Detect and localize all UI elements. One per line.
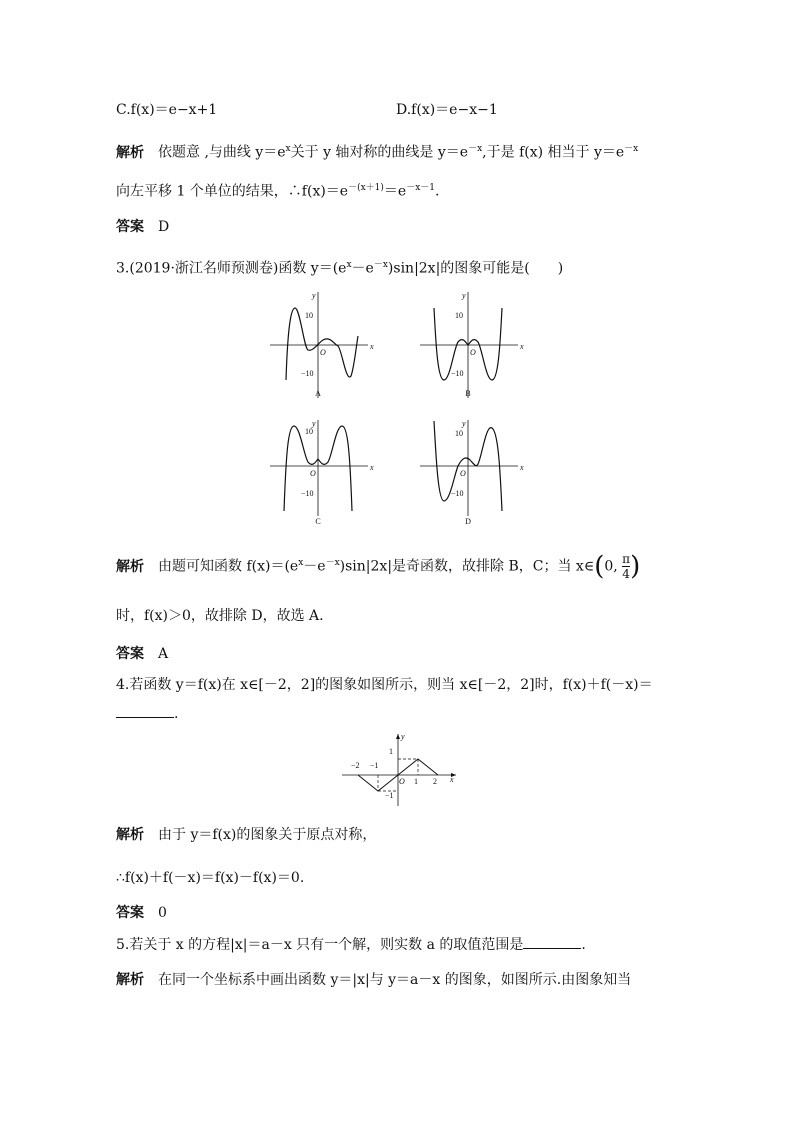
solution-4-line-1 xyxy=(116,825,376,845)
graph-label: A xyxy=(315,389,321,398)
question-3 xyxy=(116,255,563,279)
axis-y-label: y xyxy=(401,732,405,741)
tick-10: 10 xyxy=(305,311,313,320)
question-5 xyxy=(116,934,586,955)
solution-4-line-2: ∴f(x)＋f(－x)＝f(x)－f(x)＝0. xyxy=(116,870,305,886)
graph-d xyxy=(418,416,528,531)
solution-text: 向左平移 1 个单位的结果，∴f(x)＝e xyxy=(116,183,349,200)
graph-label: C xyxy=(315,517,321,526)
sup: －(x＋1) xyxy=(348,183,384,193)
option-c: C.f(x)＝e−x+1 xyxy=(116,102,218,118)
tick-neg1: −1 xyxy=(370,761,379,770)
sup: x xyxy=(298,558,304,568)
solution-text: 关于 y 轴对称的曲线是 y＝e xyxy=(290,144,469,161)
answer-value: 0 xyxy=(158,905,167,921)
solution-label: 解析 xyxy=(116,144,144,161)
solution-2-line-2 xyxy=(116,178,439,202)
solution-text: 由于 y＝f(x)的图象关于原点对称， xyxy=(158,827,377,843)
sup: －x xyxy=(468,144,483,154)
answer-label: 答案 xyxy=(116,646,144,662)
axis-x-label: x xyxy=(520,342,524,351)
sup: x xyxy=(346,260,352,270)
question-text: . xyxy=(581,937,586,953)
axis-x-label: x xyxy=(450,775,454,784)
axis-x-label: x xyxy=(370,463,374,472)
graph-c xyxy=(268,416,378,531)
tick-10: 10 xyxy=(455,311,463,320)
paren-right: ) xyxy=(630,551,641,582)
solution-text: 在同一个坐标系中画出函数 y＝|x|与 y＝a－x 的图象，如图所示.由图象知当 xyxy=(158,972,632,988)
tick-y-1: 1 xyxy=(389,747,393,756)
answer-value: D xyxy=(158,219,170,235)
graph-q4 xyxy=(338,730,462,810)
tick-neg2: −2 xyxy=(351,761,360,770)
question-4-line-1: 4.若函数 y＝f(x)在 x∈[－2，2]的图象如图所示，则当 x∈[－2，2]时，f(x)＋f(－x)＝ xyxy=(116,677,653,693)
paren-left: ( xyxy=(594,551,605,582)
solution-text: 由题可知函数 f(x)＝(e xyxy=(158,558,299,575)
question-4-line-2 xyxy=(116,703,178,724)
question-text: 3.(2019·浙江名师预测卷)函数 y＝(e xyxy=(116,260,347,277)
tick-neg10: −10 xyxy=(301,489,314,498)
axis-y-label: y xyxy=(312,291,316,300)
graph-label: D xyxy=(465,517,471,526)
axis-y-label: y xyxy=(462,291,466,300)
sup: －x－1 xyxy=(406,183,436,193)
sup: －x xyxy=(373,260,388,270)
solution-text: 依题意 ,与曲线 y＝e xyxy=(158,144,286,161)
solution-3-line-2: 时，f(x)＞0，故排除 D，故选 A. xyxy=(116,608,324,624)
tick-2: 2 xyxy=(433,777,437,786)
question-text: )sin|2x|的图象可能是( ) xyxy=(387,260,564,277)
question-text: －e xyxy=(351,260,374,277)
sup: －x xyxy=(624,144,639,154)
question-text: . xyxy=(174,706,179,722)
sup: x xyxy=(285,144,291,154)
solution-label: 解析 xyxy=(116,827,144,843)
solution-text: ＝e xyxy=(383,183,407,200)
solution-label: 解析 xyxy=(116,558,144,575)
answer-label: 答案 xyxy=(116,219,144,235)
axis-x-label: x xyxy=(370,342,374,351)
origin-label: O xyxy=(460,469,466,478)
origin-label: O xyxy=(399,777,405,786)
sup: －x xyxy=(325,558,340,568)
solution-2-line-1 xyxy=(116,139,638,163)
origin-label: O xyxy=(470,348,476,357)
solution-3-line-1 xyxy=(116,550,640,590)
interval-left: 0, xyxy=(604,558,618,575)
answer-blank xyxy=(116,703,174,718)
tick-neg10: −10 xyxy=(451,369,464,378)
origin-label: O xyxy=(310,469,316,478)
solution-text: . xyxy=(435,183,440,200)
tick-neg10: −10 xyxy=(451,489,464,498)
axis-x-label: x xyxy=(520,463,524,472)
axis-y-label: y xyxy=(462,419,466,428)
origin-label: O xyxy=(320,348,326,357)
solution-text: ,于是 f(x) 相当于 y＝e xyxy=(482,144,625,161)
fraction-pi-over-4 xyxy=(622,552,630,581)
answer-2 xyxy=(116,217,169,237)
fraction-denominator: 4 xyxy=(622,567,630,582)
answer-4 xyxy=(116,903,167,923)
question-text: 5.若关于 x 的方程|x|＝a－x 只有一个解，则实数 a 的取值范围是 xyxy=(116,937,524,953)
solution-label: 解析 xyxy=(116,972,144,988)
solution-5-line-1 xyxy=(116,970,631,990)
tick-y-neg1: −1 xyxy=(385,791,394,800)
answer-label: 答案 xyxy=(116,905,144,921)
option-d: D.f(x)＝e−x−1 xyxy=(396,102,498,118)
tick-10: 10 xyxy=(455,429,463,438)
axis-y-label: y xyxy=(312,419,316,428)
tick-1: 1 xyxy=(414,777,418,786)
graph-label: B xyxy=(465,389,471,398)
graph-a xyxy=(268,288,378,403)
answer-blank xyxy=(523,934,581,949)
fraction-numerator: π xyxy=(622,552,631,567)
tick-neg10: −10 xyxy=(301,369,314,378)
answer-value: A xyxy=(158,646,169,662)
solution-text: )sin|2x|是奇函数，故排除 B，C；当 x∈ xyxy=(339,558,595,575)
solution-text: －e xyxy=(303,558,326,575)
tick-10: 10 xyxy=(305,427,313,436)
graph-b xyxy=(418,288,528,403)
answer-3 xyxy=(116,644,168,664)
